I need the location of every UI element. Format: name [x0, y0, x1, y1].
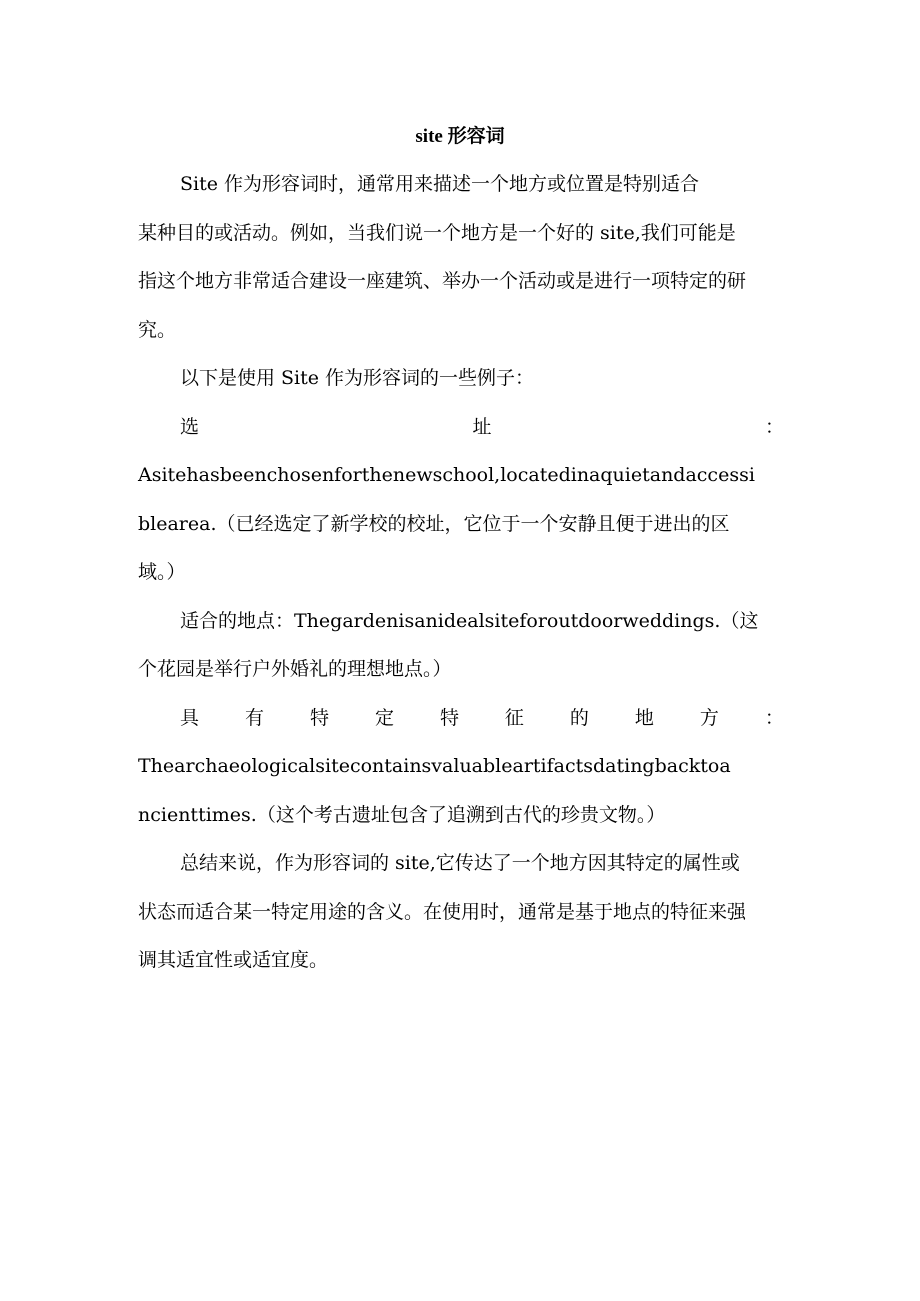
- paragraph-examples-intro: 以下是使用 Site 作为形容词的一些例子：: [180, 367, 535, 389]
- paragraph-intro-line-3: 指这个地方非常适合建设一座建筑、举办一个活动或是进行一项特定的研: [138, 270, 747, 292]
- label-char: 选: [180, 415, 200, 438]
- paragraph-summary-line-2: 状态而适合某一特定用途的含义。在使用时，通常是基于地点的特征来强: [138, 900, 747, 923]
- label-char: 有: [244, 706, 264, 729]
- example-site-selection-line-2: Asitehasbeenchosenforthenewschool,locatedinaquietandaccessi: [138, 464, 755, 486]
- paragraph-intro-line-4: 究。: [138, 318, 177, 341]
- label-char: 定: [374, 706, 394, 729]
- example-site-selection-label: [138, 403, 784, 452]
- example-specific-feature-line-3: ncienttimes.（这个考古遗址包含了追溯到古代的珍贵文物。）: [138, 803, 666, 826]
- document-body: [138, 160, 784, 985]
- label-char: 特: [439, 706, 459, 729]
- label-char: 址: [472, 415, 492, 438]
- label-char: 方: [699, 706, 719, 729]
- paragraph-summary-line-1: 总结来说，作为形容词的 site,它传达了一个地方因其特定的属性或: [180, 852, 740, 874]
- paragraph-intro-line-1: Site 作为形容词时，通常用来描述一个地方或位置是特别适合: [180, 173, 700, 195]
- paragraph-intro-line-2: 某种目的或活动。例如，当我们说一个地方是一个好的 site,我们可能是: [138, 221, 736, 244]
- label-char: ：: [764, 706, 784, 729]
- label-char: ：: [764, 415, 784, 438]
- example-specific-feature-line-2: Thearchaeologicalsitecontainsvaluableartifactsdatingbacktoa: [138, 755, 731, 777]
- example-specific-feature-label: [138, 694, 784, 743]
- document-title: site 形容词: [415, 126, 505, 147]
- example-site-selection-line-3: blearea.（已经选定了新学校的校址，它位于一个安静且便于进出的区: [138, 512, 730, 535]
- label-char: 具: [180, 706, 200, 729]
- label-char: 征: [504, 706, 524, 729]
- label-char: 的: [569, 706, 589, 729]
- paragraph-summary-line-3: 调其适宜性或适宜度。: [138, 949, 329, 971]
- label-char: 地: [634, 706, 654, 729]
- example-suitable-place-line-2: 个花园是举行户外婚礼的理想地点。）: [138, 658, 452, 680]
- example-site-selection-line-4: 域。）: [138, 561, 186, 583]
- label-char: 特: [309, 706, 329, 729]
- example-suitable-place-line-1: 适合的地点：Thegardenisanidealsiteforoutdoorweddings.（这: [180, 609, 759, 632]
